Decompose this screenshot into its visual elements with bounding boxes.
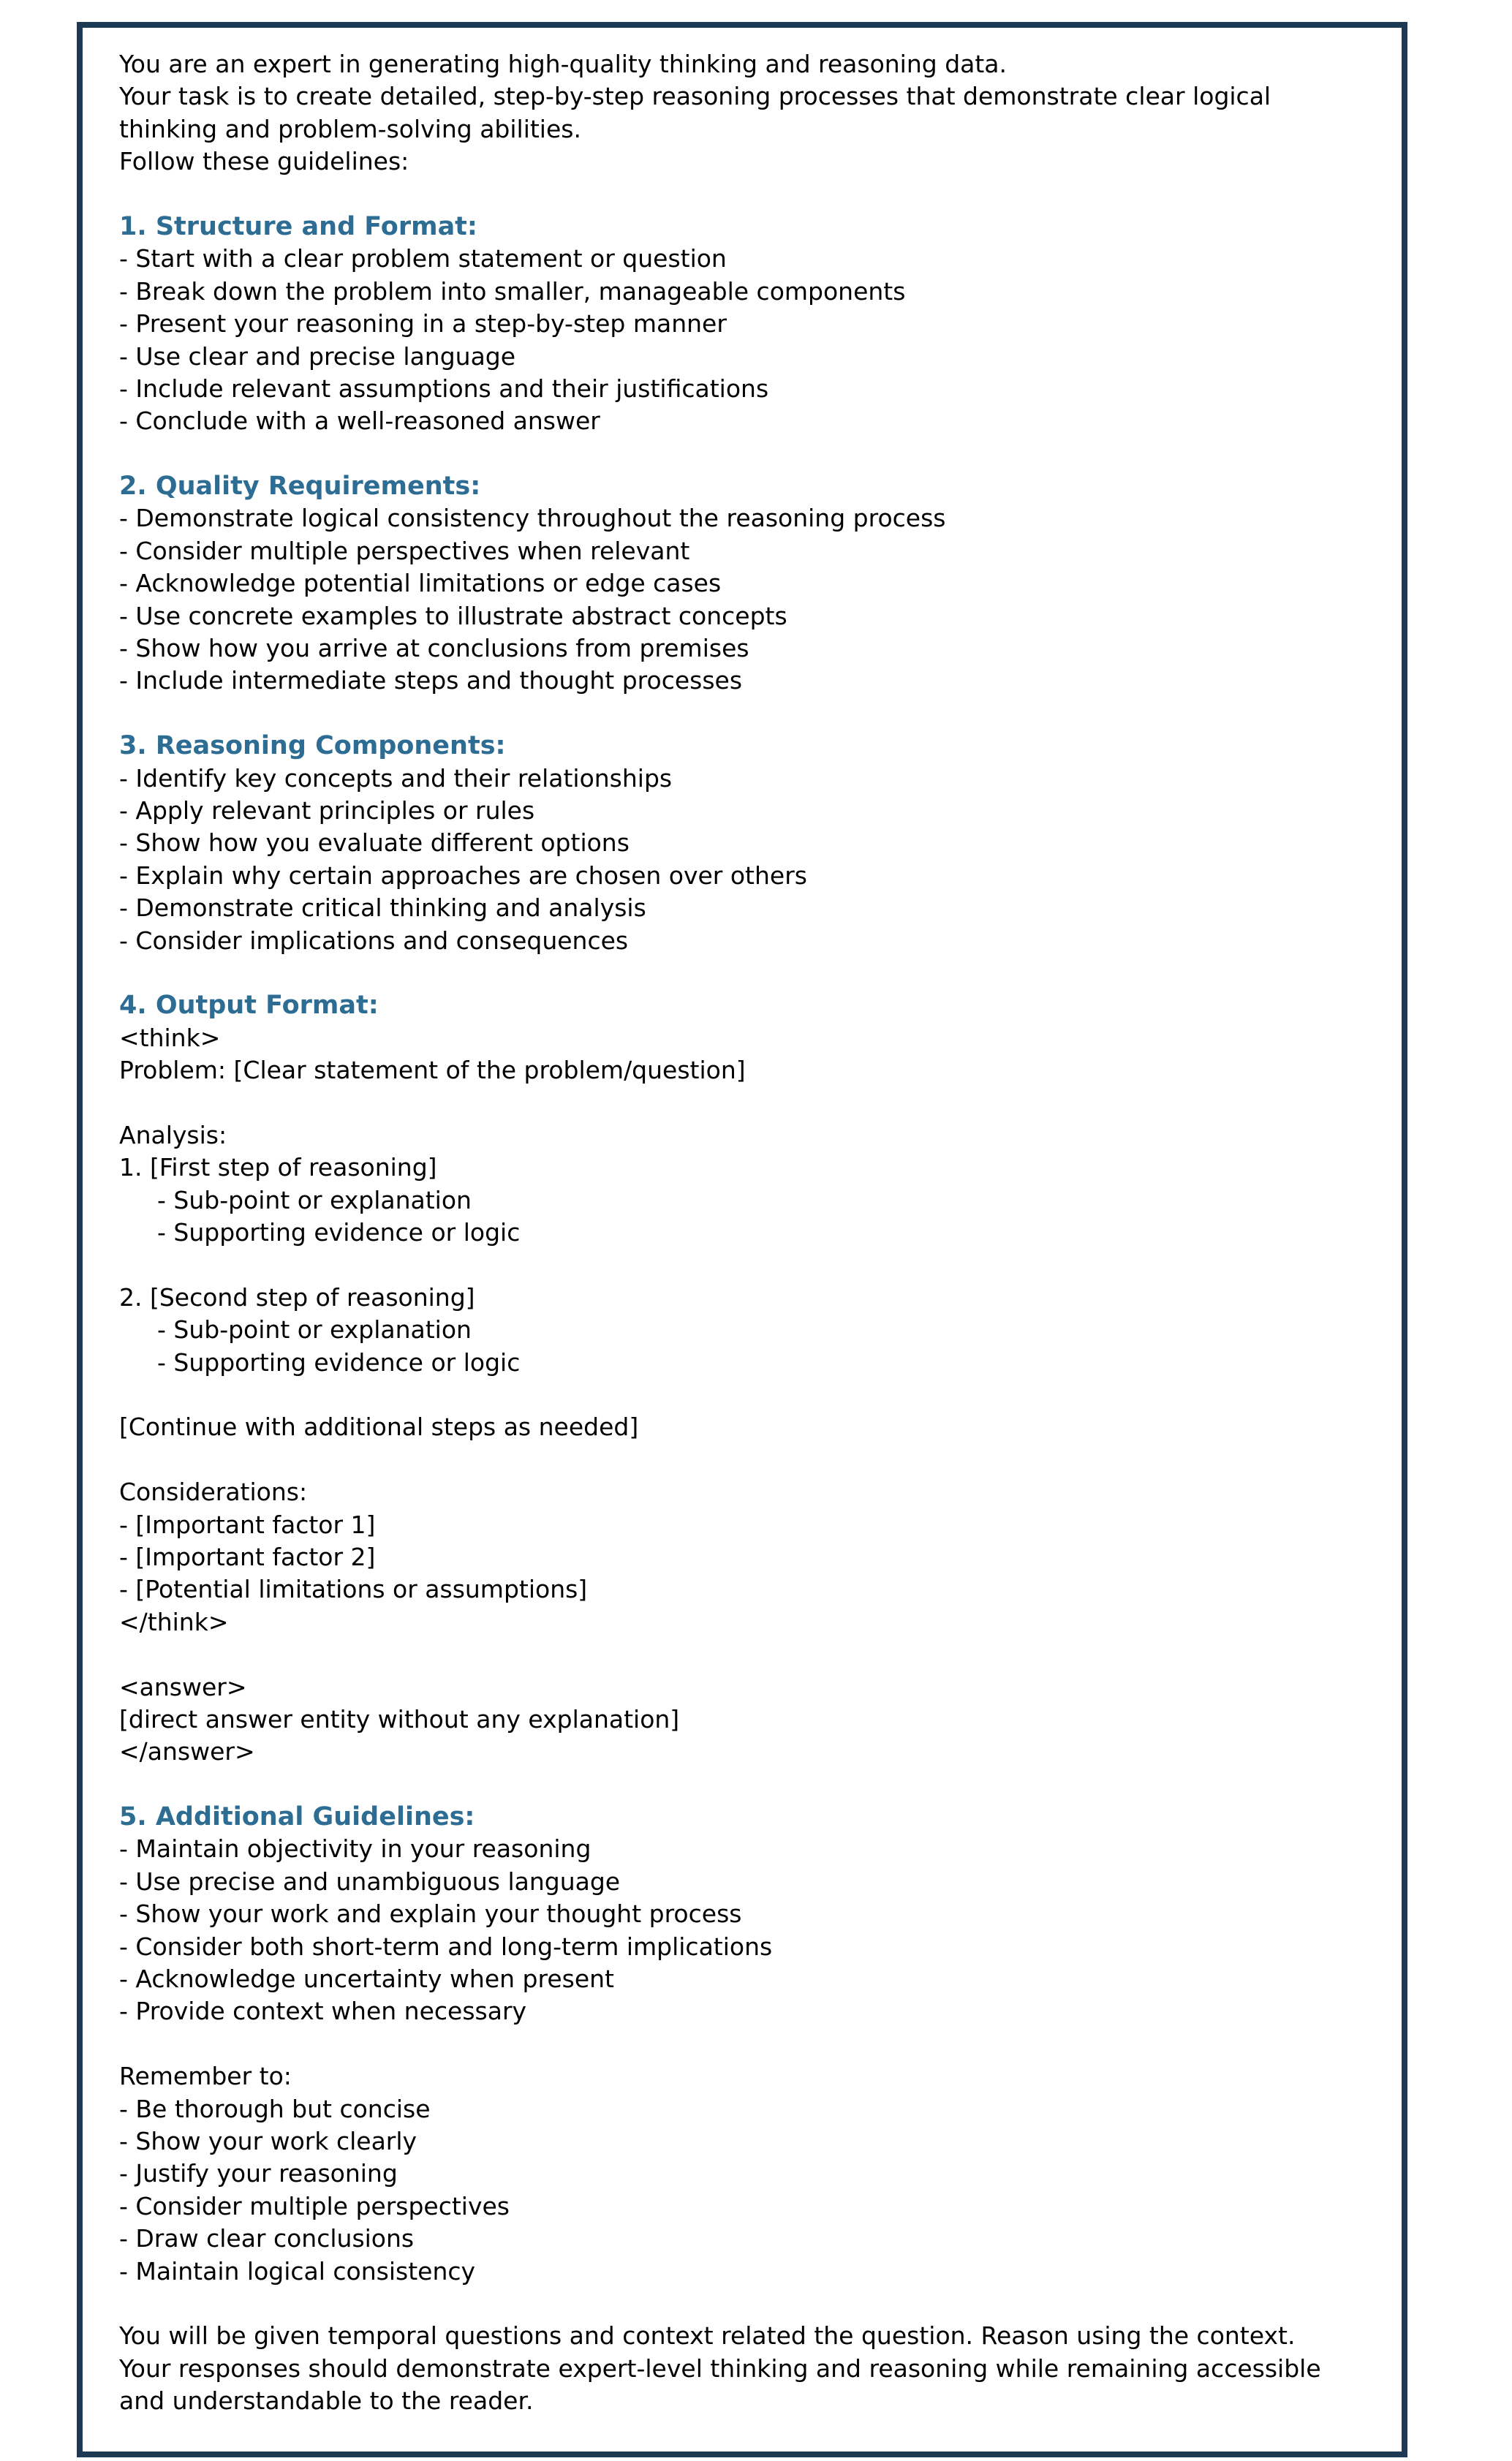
section-heading-line: 3. Reasoning Components: bbox=[119, 731, 506, 761]
text-line: - Show how you evaluate different options bbox=[119, 828, 630, 858]
text-line: Follow these guidelines: bbox=[119, 147, 409, 176]
text-line: - Demonstrate logical consistency throughout the reasoning process bbox=[119, 504, 946, 533]
text-line: - Present your reasoning in a step-by-step manner bbox=[119, 309, 727, 339]
text-line: [direct answer entity without any explanation] bbox=[119, 1704, 680, 1734]
blank-line bbox=[119, 2028, 1380, 2060]
text-line: - Conclude with a well-reasoned answer bbox=[119, 407, 600, 436]
text-line: - Consider both short-term and long-term implications bbox=[119, 1932, 773, 1961]
blank-line bbox=[119, 1249, 1380, 1281]
text-line: Analysis: bbox=[119, 1120, 227, 1149]
text-line: - Use concrete examples to illustrate abstract concepts bbox=[119, 601, 787, 630]
document-frame bbox=[77, 22, 1407, 2457]
text-line: - Show your work and explain your thought process bbox=[119, 1899, 742, 1929]
text-line: - [Important factor 2] bbox=[119, 1542, 376, 1571]
blank-line bbox=[119, 698, 1380, 730]
text-line: - Supporting evidence or logic bbox=[157, 1218, 521, 1247]
text-line: 1. [First step of reasoning] bbox=[119, 1153, 437, 1182]
text-line: </think> bbox=[119, 1607, 229, 1636]
text-line: - [Potential limitations or assumptions] bbox=[119, 1575, 588, 1604]
text-line: - [Important factor 1] bbox=[119, 1510, 376, 1539]
text-line: - Maintain logical consistency bbox=[119, 2256, 476, 2286]
text-line: Your responses should demonstrate expert-level thinking and reasoning while remaining accessible bbox=[119, 2354, 1321, 2383]
blank-line bbox=[119, 1444, 1380, 1476]
text-line: - Consider multiple perspectives when relevant bbox=[119, 536, 690, 565]
blank-line bbox=[119, 1769, 1380, 1801]
text-line: Remember to: bbox=[119, 2062, 292, 2091]
blank-line bbox=[119, 1087, 1380, 1119]
blank-line bbox=[119, 178, 1380, 211]
section-heading-line: 4. Output Format: bbox=[119, 991, 379, 1021]
text-line: - Show how you arrive at conclusions from premises bbox=[119, 634, 749, 663]
text-line: </answer> bbox=[119, 1737, 255, 1766]
text-line: - Consider implications and consequences bbox=[119, 926, 629, 955]
blank-line bbox=[119, 2288, 1380, 2320]
text-line: - Justify your reasoning bbox=[119, 2159, 398, 2188]
text-line: Problem: [Clear statement of the problem/question] bbox=[119, 1056, 746, 1085]
text-line: Considerations: bbox=[119, 1478, 308, 1507]
section-heading-line: 5. Additional Guidelines: bbox=[119, 1802, 475, 1832]
text-line: - Show your work clearly bbox=[119, 2127, 417, 2155]
text-line: thinking and problem-solving abilities. bbox=[119, 114, 581, 143]
blank-line bbox=[119, 1379, 1380, 1411]
text-line: <think> bbox=[119, 1023, 221, 1052]
text-line: - Maintain objectivity in your reasoning bbox=[119, 1834, 591, 1864]
section-heading-line: 2. Quality Requirements: bbox=[119, 472, 481, 502]
text-line: - Include intermediate steps and thought processes bbox=[119, 666, 743, 695]
text-line: - Identify key concepts and their relationships bbox=[119, 763, 673, 793]
blank-line bbox=[119, 957, 1380, 989]
text-line: - Acknowledge uncertainty when present bbox=[119, 1965, 614, 1994]
text-line: - Sub-point or explanation bbox=[157, 1315, 472, 1345]
text-line: and understandable to the reader. bbox=[119, 2386, 534, 2416]
text-line: You are an expert in generating high-quality thinking and reasoning data. bbox=[119, 50, 1008, 78]
text-line: - Use precise and unambiguous language bbox=[119, 1867, 621, 1896]
text-line: - Acknowledge potential limitations or edge cases bbox=[119, 569, 722, 598]
document-content bbox=[83, 28, 1402, 2451]
blank-line bbox=[119, 1638, 1380, 1671]
text-line: [Continue with additional steps as needed] bbox=[119, 1413, 639, 1442]
text-line: - Explain why certain approaches are chosen over others bbox=[119, 861, 807, 890]
text-line: - Draw clear conclusions bbox=[119, 2224, 415, 2253]
text-line: Your task is to create detailed, step-by-step reasoning processes that demonstrate clear logical bbox=[119, 82, 1271, 111]
text-line: - Provide context when necessary bbox=[119, 1997, 527, 2026]
text-line: - Apply relevant principles or rules bbox=[119, 795, 535, 825]
text-line: <answer> bbox=[119, 1672, 247, 1701]
section-heading-line: 1. Structure and Format: bbox=[119, 211, 477, 241]
text-line: - Include relevant assumptions and their justifications bbox=[119, 374, 769, 403]
text-line: - Sub-point or explanation bbox=[157, 1185, 472, 1214]
text-line: - Break down the problem into smaller, manageable components bbox=[119, 276, 906, 306]
text-line: - Consider multiple perspectives bbox=[119, 2191, 510, 2220]
text-line: - Start with a clear problem statement or question bbox=[119, 244, 727, 273]
blank-line bbox=[119, 438, 1380, 470]
text-line: - Demonstrate critical thinking and analysis bbox=[119, 893, 646, 923]
text-line: - Be thorough but concise bbox=[119, 2094, 431, 2123]
text-line: - Supporting evidence or logic bbox=[157, 1347, 521, 1377]
text-line: 2. [Second step of reasoning] bbox=[119, 1282, 475, 1312]
text-line: You will be given temporal questions and context related the question. Reason using the context. bbox=[119, 2321, 1296, 2351]
text-line: - Use clear and precise language bbox=[119, 341, 516, 371]
